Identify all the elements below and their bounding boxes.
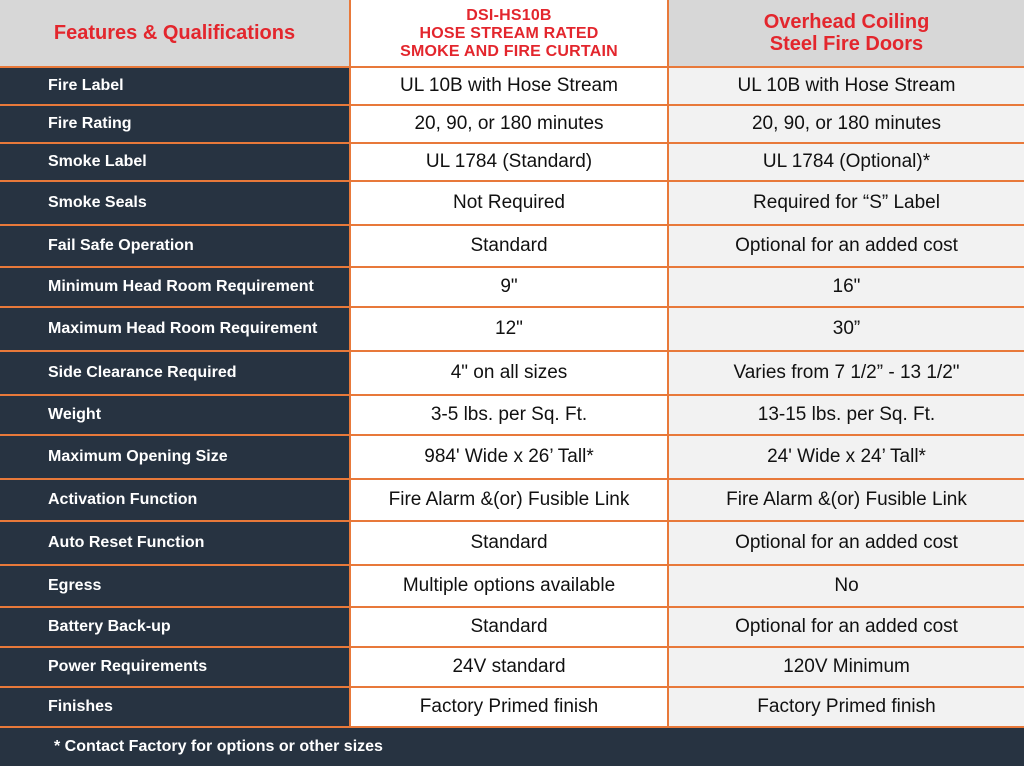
dsi-value: Factory Primed finish [349, 688, 669, 728]
row-label: Maximum Opening Size [0, 436, 349, 480]
overhead-value: UL 1784 (Optional)* [669, 144, 1024, 182]
header-overhead-coiling-doors [669, 0, 1024, 68]
header-features-qualifications: Features & Qualifications [0, 0, 349, 68]
overhead-value: Varies from 7 1/2” - 13 1/2" [669, 352, 1024, 396]
overhead-value: UL 10B with Hose Stream [669, 68, 1024, 106]
overhead-value: Required for “S” Label [669, 182, 1024, 226]
row-label: Minimum Head Room Requirement [0, 268, 349, 308]
row-label: Fail Safe Operation [0, 226, 349, 268]
dsi-value: 24V standard [349, 648, 669, 688]
overhead-value: No [669, 566, 1024, 608]
header-dsi-type: SMOKE AND FIRE CURTAIN [400, 42, 618, 60]
overhead-value: 30” [669, 308, 1024, 352]
row-label: Power Requirements [0, 648, 349, 688]
header-dsi-model: DSI-HS10B [466, 7, 552, 25]
header-overhead-line-1: Overhead Coiling [763, 11, 930, 33]
overhead-value: Optional for an added cost [669, 608, 1024, 648]
dsi-value: UL 10B with Hose Stream [349, 68, 669, 106]
row-label: Fire Label [0, 68, 349, 106]
row-label: Side Clearance Required [0, 352, 349, 396]
overhead-value: Optional for an added cost [669, 522, 1024, 566]
row-label: Smoke Seals [0, 182, 349, 226]
dsi-value: 4" on all sizes [349, 352, 669, 396]
overhead-value: 120V Minimum [669, 648, 1024, 688]
header-dsi-hs10b [349, 0, 669, 68]
row-label: Battery Back-up [0, 608, 349, 648]
dsi-value: Multiple options available [349, 566, 669, 608]
footnote: * Contact Factory for options or other sizes [0, 728, 1024, 766]
overhead-value: Factory Primed finish [669, 688, 1024, 728]
overhead-value: Fire Alarm &(or) Fusible Link [669, 480, 1024, 522]
dsi-value: Fire Alarm &(or) Fusible Link [349, 480, 669, 522]
overhead-value: 13-15 lbs. per Sq. Ft. [669, 396, 1024, 436]
dsi-value: Standard [349, 226, 669, 268]
overhead-value: Optional for an added cost [669, 226, 1024, 268]
dsi-value: 3-5 lbs. per Sq. Ft. [349, 396, 669, 436]
row-label: Activation Function [0, 480, 349, 522]
header-dsi-rating: HOSE STREAM RATED [419, 25, 599, 43]
row-label: Smoke Label [0, 144, 349, 182]
dsi-value: Standard [349, 608, 669, 648]
dsi-value: Standard [349, 522, 669, 566]
header-overhead-line-2: Steel Fire Doors [769, 33, 924, 55]
row-label: Finishes [0, 688, 349, 728]
row-label: Auto Reset Function [0, 522, 349, 566]
dsi-value: 984' Wide x 26’ Tall* [349, 436, 669, 480]
row-label: Weight [0, 396, 349, 436]
dsi-value: Not Required [349, 182, 669, 226]
dsi-value: 9" [349, 268, 669, 308]
dsi-value: 20, 90, or 180 minutes [349, 106, 669, 144]
row-label: Fire Rating [0, 106, 349, 144]
row-label: Maximum Head Room Requirement [0, 308, 349, 352]
row-label: Egress [0, 566, 349, 608]
overhead-value: 24' Wide x 24’ Tall* [669, 436, 1024, 480]
dsi-value: 12" [349, 308, 669, 352]
overhead-value: 20, 90, or 180 minutes [669, 106, 1024, 144]
dsi-value: UL 1784 (Standard) [349, 144, 669, 182]
overhead-value: 16" [669, 268, 1024, 308]
